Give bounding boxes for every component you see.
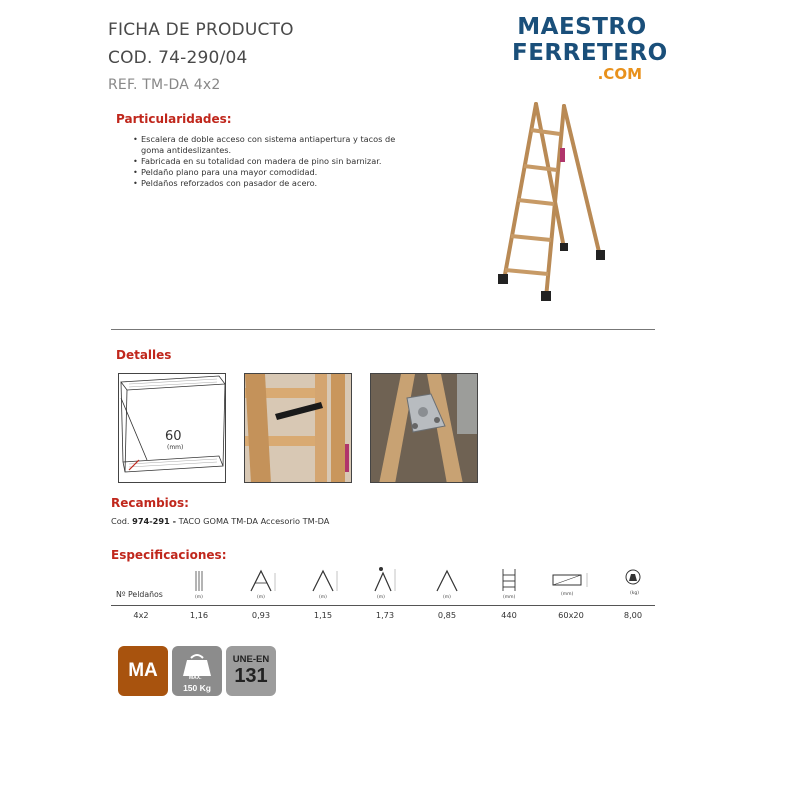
spec-value: 0,93 xyxy=(251,610,271,620)
spec-value: 0,85 xyxy=(437,610,457,620)
spec-value: 8,00 xyxy=(623,610,643,620)
spec-table xyxy=(111,565,655,626)
list-item: • Peldaño plano para una mayor comodidad. xyxy=(133,167,403,178)
unit-label: (mm) xyxy=(503,595,516,600)
list-item: • Escalera de doble acceso con sistema antiapertura y tacos de goma antideslizantes. xyxy=(133,134,403,156)
unit-label: (m) xyxy=(195,595,203,600)
recambios-heading: Recambios: xyxy=(111,496,189,510)
weight-icon xyxy=(603,565,663,603)
particularidades-heading: Particularidades: xyxy=(116,112,232,126)
max-load-badge xyxy=(172,646,222,696)
spare-prefix: Cod. xyxy=(111,516,130,526)
detalles-heading: Detalles xyxy=(116,348,172,362)
max-load: 150 Kg xyxy=(183,683,211,693)
logo-line3: .COM xyxy=(597,65,642,83)
norm-badge xyxy=(226,646,276,696)
material-badge: MA xyxy=(118,646,168,696)
unit-label: (kg) xyxy=(630,591,639,596)
open-height-icon xyxy=(231,565,291,603)
spec-value: 60x20 xyxy=(558,610,584,620)
feature-list xyxy=(123,134,403,189)
unit-label: (m) xyxy=(319,595,327,600)
divider xyxy=(111,329,655,330)
especificaciones-heading: Especificaciones: xyxy=(111,548,227,562)
unit-label: (m) xyxy=(443,595,451,600)
list-item: • Fabricada en su totalidad con madera de pino sin barnizar. xyxy=(133,156,403,167)
work-height-icon xyxy=(355,565,415,603)
spec-icon-row xyxy=(111,565,655,606)
norm-label: UNE-EN xyxy=(232,654,270,665)
ladder-length-icon xyxy=(479,565,539,603)
logo-line1: MAESTRO xyxy=(517,14,647,40)
norm-number: 131 xyxy=(234,665,268,687)
rung-width-icon xyxy=(169,565,229,603)
brand-logo xyxy=(512,14,668,83)
closed-height-icon xyxy=(293,565,353,603)
spare-part-line xyxy=(111,516,329,526)
spec-value: 1,73 xyxy=(375,610,395,620)
detail-step-drawing xyxy=(118,373,226,483)
spec-value-row xyxy=(111,606,655,626)
spec-value: 1,16 xyxy=(189,610,209,620)
detail-hinge-photo xyxy=(370,373,478,483)
spec-row-label: Nº Peldaños xyxy=(116,590,163,599)
spare-desc: TACO GOMA TM-DA Accesorio TM-DA xyxy=(178,516,330,526)
spec-value: 1,15 xyxy=(313,610,333,620)
ladder-image xyxy=(490,98,620,308)
max-label: MAX. xyxy=(189,675,202,681)
base-width-icon xyxy=(417,565,477,603)
product-code: COD. 74-290/04 xyxy=(108,48,248,68)
unit-label: (m) xyxy=(377,595,385,600)
dim-unit: (mm) xyxy=(167,444,184,451)
unit-label: (m) xyxy=(257,595,265,600)
spec-value: 440 xyxy=(501,610,517,620)
spec-value: 4x2 xyxy=(133,610,149,620)
dim-value: 60 xyxy=(165,429,182,444)
spare-code: 974-291 - xyxy=(132,516,176,526)
product-ref: REF. TM-DA 4x2 xyxy=(108,77,221,93)
logo-line2: FERRETERO xyxy=(512,40,668,66)
unit-label: (mm) xyxy=(561,592,574,597)
sheet-title: FICHA DE PRODUCTO xyxy=(108,20,294,40)
section-icon xyxy=(541,565,601,603)
list-item: • Peldaños reforzados con pasador de acero. xyxy=(133,178,403,189)
detail-antiopen-photo xyxy=(244,373,352,483)
